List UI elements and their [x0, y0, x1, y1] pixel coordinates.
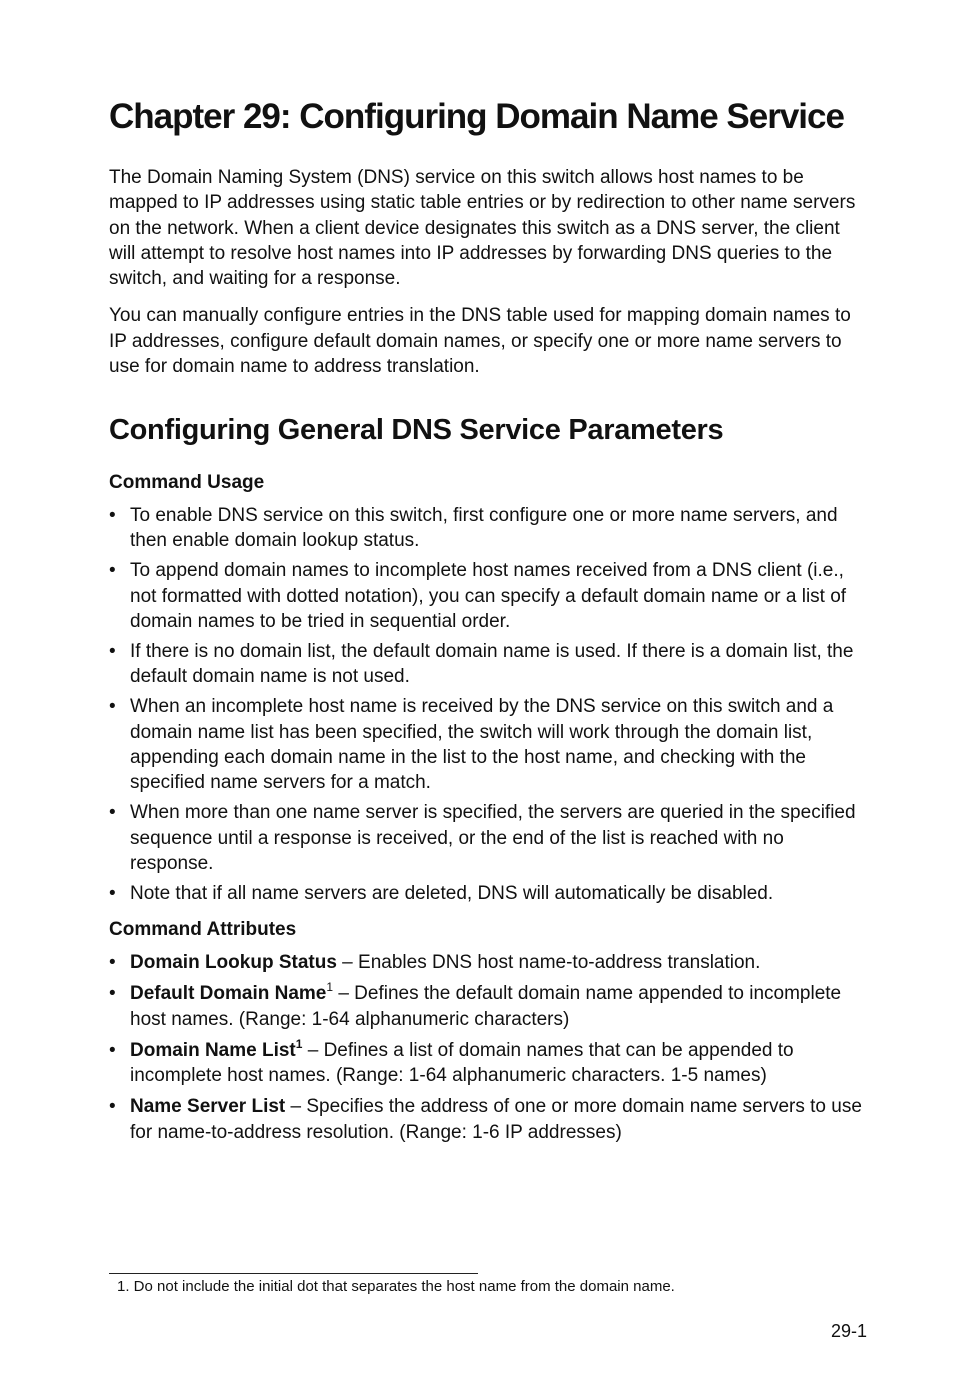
- command-attributes: [109, 918, 869, 1151]
- section-title: Configuring General DNS Service Parameters: [109, 414, 724, 446]
- attribute-term: Domain Name List: [130, 1039, 296, 1061]
- list-item: • When an incomplete host name is received by the DNS service on this switch and a domain name list has been specified, the switch will work through the domain list, appending each domain name in the list to the host name, and checking with the specified name servers for a match.: [109, 696, 834, 794]
- bullet-icon: •: [109, 1096, 116, 1118]
- bullet-icon: •: [109, 1039, 116, 1061]
- attribute-item: [109, 950, 869, 975]
- attribute-item: [109, 981, 869, 1032]
- footnote-ref[interactable]: 1: [326, 980, 334, 995]
- footnote-ref[interactable]: 1: [295, 1036, 303, 1051]
- page-number: 29-1: [831, 1321, 868, 1341]
- bullet-icon: •: [109, 983, 116, 1005]
- list-item: • When more than one name server is specified, the servers are queried in the specified sequence until a response is received, or the end of the list is reached with no response.: [109, 802, 856, 875]
- bullet-icon: •: [109, 696, 116, 718]
- command-usage-heading: Command Usage: [109, 472, 265, 493]
- list-item: • If there is no domain list, the default domain name is used. If there is a domain list, the default domain name is not used.: [109, 641, 854, 688]
- intro-text: [109, 165, 869, 391]
- bullet-icon: •: [109, 952, 116, 973]
- footnote: 1. Do not include the initial dot that separates the host name from the domain name.: [117, 1278, 675, 1295]
- list-item: • To append domain names to incomplete host names received from a DNS client (i.e., not formatted with dotted notation), you can specify a default domain name or a list of domain names to be tried in sequential order.: [109, 560, 847, 632]
- command-usage: [109, 471, 869, 911]
- intro-paragraph: The Domain Naming System (DNS) service on this switch allows host names to be mapped to IP addresses using static table entries or by redirection to other name servers on the network. When a client device designates this switch as a DNS server, the client will attempt to resolve host names into IP addresses by forwarding DNS queries to the switch, and waiting for a response.: [109, 167, 856, 290]
- command-attributes-list: [109, 950, 869, 1145]
- bullet-icon: •: [109, 802, 116, 824]
- bullet-icon: •: [109, 505, 116, 526]
- attribute-term: Default Domain Name: [130, 983, 327, 1005]
- bullet-icon: •: [109, 641, 116, 663]
- intro-paragraph: You can manually configure entries in the DNS table used for mapping domain names to IP addresses, configure default domain names, or specify one or more name servers to use for domain name to address translation.: [109, 305, 851, 378]
- attribute-desc: – Defines the default domain name appended to incomplete host names. (Range: 1-64 alphanumeric characters): [130, 983, 842, 1030]
- attribute-term: Domain Lookup Status: [130, 952, 337, 973]
- attribute-item: [109, 1038, 869, 1089]
- list-item: • Note that if all name servers are deleted, DNS will automatically be disabled.: [109, 881, 869, 906]
- bullet-icon: •: [109, 560, 116, 582]
- footnote-divider: [109, 1273, 478, 1274]
- bullet-icon: •: [109, 883, 116, 905]
- attribute-desc: – Enables DNS host name-to-address translation.: [336, 952, 761, 973]
- attribute-item: [109, 1094, 869, 1145]
- attribute-desc: – Defines a list of domain names that can be appended to incomplete host names. (Range: 1-64 alphanumeric characters. 1-5 names): [130, 1039, 794, 1087]
- command-attributes-heading: Command Attributes: [109, 919, 297, 940]
- attribute-desc: – Specifies the address of one or more domain name servers to use for name-to-address resolution. (Range: 1-6 IP addresses): [130, 1096, 862, 1143]
- command-usage-list: [109, 503, 869, 906]
- chapter-title: Chapter 29: Configuring Domain Name Service: [109, 97, 844, 136]
- list-item: • To enable DNS service on this switch, first configure one or more name servers, and then enable domain lookup status.: [109, 505, 838, 552]
- attribute-term: Name Server List: [130, 1096, 286, 1118]
